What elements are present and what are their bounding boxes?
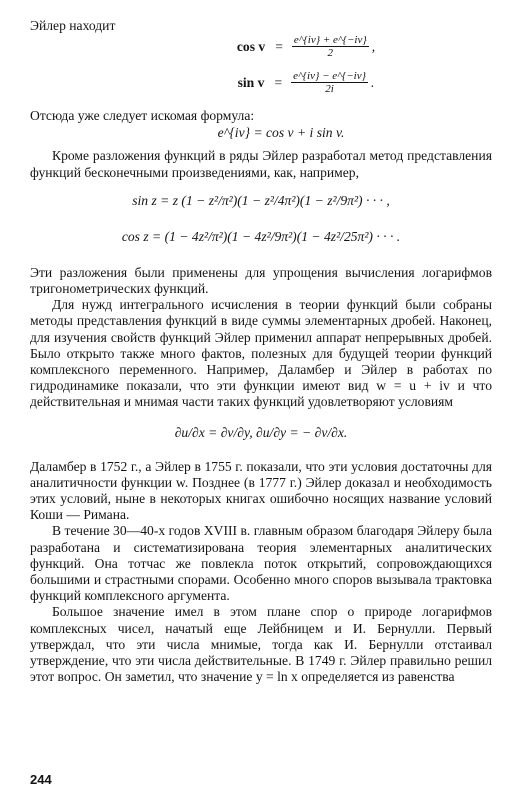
page-body: [30, 18, 492, 685]
paragraph-1: Отсюда уже следует искомая формула:: [30, 108, 255, 124]
paragraph-4: Для нужд интегрального исчисления в теории функций были собраны методы представления функций в виде суммы элементарных дробей. Наконец, для изучения свойств функций Эйлер применил аппарат непрерывных дробей. Было открыто также много фактов, полезных для будущей теории функций комплексного переменного. Например, Даламбер и Эйлер в работах по гидродинамике показали, что эти функции имеют вид w = u + iv и что действительная и мнимая части таких функций удовлетворяют условиям: [30, 297, 492, 410]
formula-cos-euler-lhs: cos v: [236, 38, 266, 54]
formula-cos-product: cos z = (1 − 4z²/π²)(1 − 4z²/9π²)(1 − 4z²/25π²) · · · .: [121, 228, 401, 244]
formula-sin-euler: sin v = $\frac{e\^{}\{iv\} - e\^{}\{-iv\}}{2i}$ .: [237, 70, 375, 96]
formula-cos-euler-tail: ,: [371, 38, 376, 54]
paragraph-2: Кроме разложения функций в ряды Эйлер разработал метод представления функций бесконечными произведениями, как, например,: [30, 148, 492, 180]
formula-sin-euler-num: e^{iv} − e^{−iv}: [293, 70, 366, 83]
paragraph-7: Большое значение имел в этом плане спор о природе логарифмов комплексных чисел, начатый еще Лейбницем и И. Бернулли. Первый утверждал, что эти числа мнимые, тогда как И. Бернулли отстаивал утверждение, что эти числа действительные. В 1749 г. Эйлер правильно решил этот вопрос. Он заметил, что значение y = ln x определяется из равенства: [30, 604, 492, 685]
paragraph-6: В течение 30—40-х годов XVIII в. главным образом благодаря Эйлеру была разработана и систематизирована теория элементарных аналитических функций. Она тотчас же повлекла поток открытий, сопровождающихся большими и страстными спорами. Особенно много споров вызывала трактовка функций комплексного аргумента.: [30, 523, 492, 604]
formula-cos-euler-num: e^{iv} + e^{−iv}: [293, 34, 367, 47]
formula-sin-euler-tail: .: [370, 74, 375, 90]
intro-text: Эйлер находит: [30, 18, 116, 33]
paragraph-5: Даламбер в 1752 г., а Эйлер в 1755 г. показали, что эти условия достаточны для аналитичности функции w. Позднее (в 1777 г.) Эйлер доказал и необходимость этих условий, ныне в некоторых книгах ошибочно носящих название условий Коши — Римана.: [30, 458, 492, 523]
formula-sin-product: sin z = z (1 − z²/π²)(1 − z²/4π²)(1 − z²/9π²) · · · ,: [132, 192, 390, 208]
paragraph-3: Эти разложения были применены для упрощения вычисления логарифмов тригонометрических функций.: [30, 264, 492, 297]
formula-sin-euler-lhs: sin v: [237, 74, 265, 90]
page-number: 244: [30, 772, 52, 787]
formula-cauchy-riemann: ∂u/∂x = ∂v/∂y, ∂u/∂y = − ∂v/∂x.: [174, 424, 348, 440]
formula-cos-euler: cos v = $\frac{e\^{}\{iv\} + e\^{}\{-iv\}}{2}$ ,: [236, 34, 376, 60]
formula-cos-euler-den: 2: [327, 47, 334, 60]
formula-sin-euler-den: 2i: [325, 83, 334, 96]
formula-euler: e^{iv} = cos v + i sin v.: [217, 125, 345, 141]
